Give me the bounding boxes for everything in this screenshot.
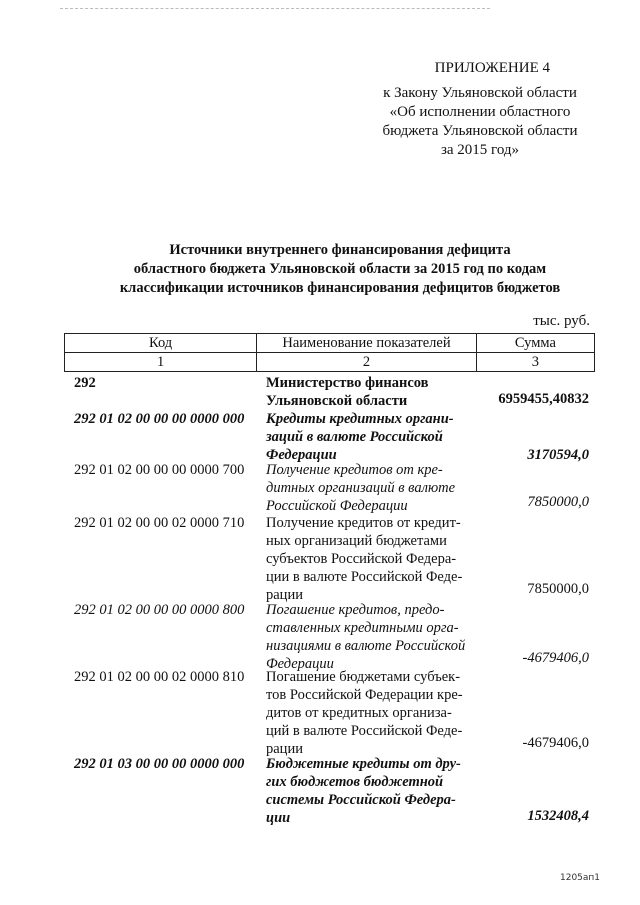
law-line: за 2015 год»	[440, 142, 520, 158]
table-row	[64, 410, 595, 464]
row-amount: 7850000,0	[527, 494, 589, 510]
appendix-label: ПРИЛОЖЕНИЕ 4	[434, 60, 550, 76]
row-name: Министерство финансов Ульяновской области	[266, 375, 429, 409]
units-label: тыс. руб.	[533, 313, 590, 329]
row-name: Погашение бюджетами субъек- тов Российской Федерации кре- дитов от кредитных организа- ций в валюте Российской Феде- рации	[266, 669, 463, 757]
row-amount: 6959455,40832	[498, 391, 589, 407]
title-line: областного бюджета Ульяновской области за 2015 год по кодам	[133, 261, 547, 277]
row-amount: 7850000,0	[527, 581, 589, 597]
law-line: бюджета Ульяновской области	[382, 123, 578, 139]
column-header-code: Код	[65, 334, 257, 353]
row-name: Бюджетные кредиты от дру- гих бюджетов бюджетной системы Российской Федера- ции	[266, 756, 461, 826]
column-number-row	[65, 353, 595, 372]
column-header-amount: Сумма	[476, 334, 594, 353]
document-title	[80, 241, 600, 298]
column-number: 3	[476, 353, 594, 372]
row-name: Получение кредитов от кре- дитных организаций в валюте Российской Федерации	[266, 462, 456, 514]
row-code: 292 01 02 00 00 02 0000 810	[74, 669, 245, 685]
table-row	[64, 374, 595, 410]
row-name: Погашение кредитов, предо- ставленных кредитными орга- низациями в валюте Российской Федерации	[266, 602, 466, 672]
law-line: к Закону Ульяновской области	[383, 85, 577, 101]
footer-registry-mark: 1205ап1	[560, 873, 601, 883]
title-line: Источники внутреннего финансирования дефицита	[169, 242, 511, 258]
table-row	[64, 461, 595, 515]
table-row	[64, 514, 595, 604]
column-header-name: Наименование показателей	[257, 334, 477, 353]
table-row	[64, 601, 595, 673]
table-row	[64, 668, 595, 758]
row-amount: 1532408,4	[527, 808, 589, 824]
column-header-row	[65, 334, 595, 353]
row-name: Получение кредитов от кредит- ных организаций бюджетами субъектов Российской Федера- ции в валюте Российской Феде- рации	[266, 515, 463, 603]
title-line: классификации источников финансирования дефицитов бюджетов	[119, 280, 561, 296]
row-code: 292	[74, 375, 96, 391]
row-code: 292 01 02 00 00 02 0000 710	[74, 515, 245, 531]
row-code: 292 01 02 00 00 00 0000 800	[74, 602, 245, 618]
row-code: 292 01 02 00 00 00 0000 700	[74, 462, 245, 478]
table-header	[64, 333, 595, 372]
row-code: 292 01 03 00 00 00 0000 000	[74, 756, 245, 772]
column-number: 1	[65, 353, 257, 372]
column-number: 2	[257, 353, 477, 372]
row-code: 292 01 02 00 00 00 0000 000	[74, 411, 245, 427]
law-line: «Об исполнении областного	[389, 104, 571, 120]
table-row	[64, 755, 595, 827]
row-name: Кредиты кредитных органи- заций в валюте Российской Федерации	[266, 411, 454, 463]
scan-artifact-line	[60, 8, 490, 10]
row-amount: -4679406,0	[522, 735, 589, 751]
row-amount: 3170594,0	[527, 447, 589, 463]
row-amount: -4679406,0	[522, 650, 589, 666]
appendix-law-reference	[370, 84, 590, 160]
